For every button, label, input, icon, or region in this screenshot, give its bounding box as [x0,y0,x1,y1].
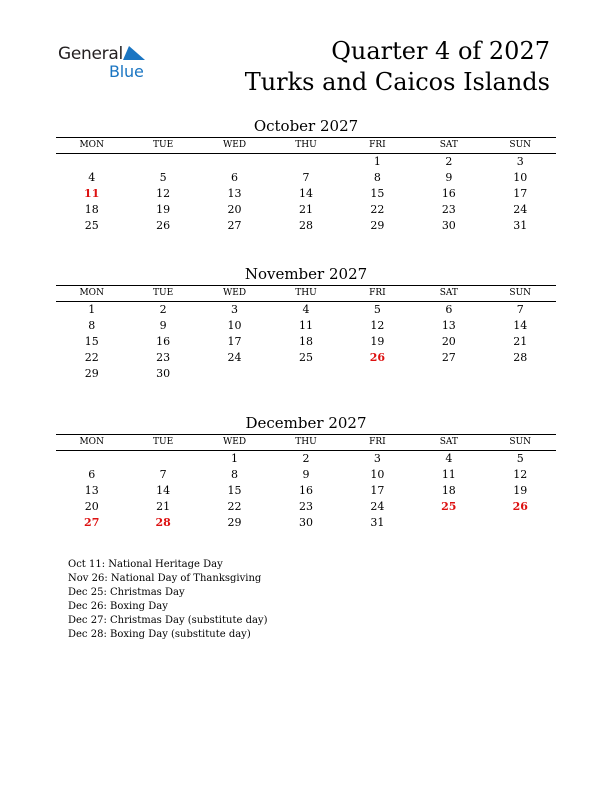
empty-day-cell [127,154,198,170]
day-cell: 23 [441,203,456,216]
day-cell: 22 [370,203,385,216]
holiday-day-cell: 25 [441,500,457,513]
day-cell: 2 [445,155,453,168]
weekday-label: FRI [369,288,386,298]
day-cell: 7 [516,303,524,316]
week-row [56,218,556,234]
day-cell: 29 [370,219,385,232]
logo-triangle-icon [123,46,145,60]
day-cell: 17 [370,484,385,497]
logo-text-blue: Blue [109,62,144,81]
day-cell: 20 [227,203,242,216]
holiday-day-cell: 11 [84,187,100,200]
week-row [56,186,556,202]
month-november [56,264,556,382]
weekday-label: WED [223,437,247,447]
day-cell: 5 [516,452,524,465]
holiday-day-cell: 26 [512,500,528,513]
day-cell: 22 [84,351,99,364]
day-cell: 9 [159,319,167,332]
holiday-note: Nov 26: National Day of Thanksgiving [68,573,262,584]
weekday-label: SUN [509,140,532,150]
day-cell: 22 [227,500,242,513]
day-cell: 11 [441,468,456,481]
day-cell: 1 [231,452,239,465]
day-cell: 13 [227,187,242,200]
empty-day-cell [199,154,270,170]
day-cell: 15 [227,484,242,497]
weekday-header [56,285,556,302]
weekday-header [56,137,556,154]
day-cell: 5 [373,303,381,316]
day-cell: 23 [298,500,313,513]
generalblue-logo [58,44,158,84]
day-cell: 18 [84,203,99,216]
day-cell: 15 [84,335,99,348]
day-cell: 28 [513,351,528,364]
weekday-label: TUE [153,140,174,150]
weekday-label: SUN [509,437,532,447]
day-cell: 15 [370,187,385,200]
day-cell: 10 [227,319,242,332]
day-cell: 9 [445,171,453,184]
day-cell: 7 [302,171,310,184]
empty-day-cell [56,451,127,467]
holiday-note: Dec 28: Boxing Day (substitute day) [68,629,251,640]
holiday-note: Oct 11: National Heritage Day [68,559,223,570]
day-cell: 6 [445,303,453,316]
day-cell: 24 [370,500,385,513]
month-title: November 2027 [244,265,368,283]
empty-day-cell [485,366,556,382]
holiday-day-cell: 28 [155,516,171,529]
day-cell: 21 [156,500,171,513]
week-row [56,451,556,467]
day-cell: 13 [441,319,456,332]
day-cell: 4 [302,303,310,316]
empty-day-cell [485,515,556,531]
month-december [56,413,556,531]
empty-day-cell [270,366,341,382]
day-cell: 14 [513,319,528,332]
week-row [56,350,556,366]
day-cell: 16 [441,187,456,200]
day-cell: 13 [84,484,99,497]
day-cell: 19 [156,203,171,216]
title-country: Turks and Caicos Islands [244,68,550,96]
week-row [56,318,556,334]
day-cell: 7 [159,468,167,481]
page-title [245,36,550,98]
empty-day-cell [413,366,484,382]
day-cell: 19 [370,335,385,348]
day-cell: 17 [513,187,528,200]
day-cell: 28 [298,219,313,232]
day-cell: 4 [88,171,96,184]
day-cell: 1 [88,303,96,316]
week-row [56,334,556,350]
day-cell: 2 [302,452,310,465]
day-cell: 16 [156,335,171,348]
day-cell: 31 [370,516,385,529]
holiday-note: Dec 25: Christmas Day [68,587,185,598]
holiday-day-cell: 27 [84,516,100,529]
weekday-label: WED [223,288,247,298]
day-cell: 17 [227,335,242,348]
day-cell: 26 [156,219,171,232]
empty-day-cell [127,451,198,467]
day-cell: 6 [231,171,239,184]
day-cell: 2 [159,303,167,316]
day-cell: 24 [227,351,242,364]
day-cell: 30 [156,367,171,380]
day-cell: 10 [370,468,385,481]
day-cell: 16 [298,484,313,497]
empty-day-cell [342,366,413,382]
weekday-label: SAT [439,288,458,298]
day-cell: 27 [227,219,242,232]
weekday-label: THU [295,140,317,150]
day-cell: 25 [84,219,99,232]
day-cell: 10 [513,171,528,184]
empty-day-cell [56,154,127,170]
weekday-label: THU [295,437,317,447]
month-title: December 2027 [245,414,367,432]
day-cell: 5 [159,171,167,184]
day-cell: 23 [156,351,171,364]
weekday-label: TUE [153,288,174,298]
day-cell: 27 [441,351,456,364]
logo-text-general: General [58,44,123,64]
day-cell: 11 [298,319,313,332]
empty-day-cell [199,366,270,382]
day-cell: 20 [84,500,99,513]
title-quarter: Quarter 4 of 2027 [331,37,550,65]
holiday-note: Dec 27: Christmas Day (substitute day) [68,615,268,626]
week-row [56,483,556,499]
day-cell: 21 [513,335,528,348]
holiday-note: Dec 26: Boxing Day [68,601,168,612]
day-cell: 8 [231,468,239,481]
day-cell: 4 [445,452,453,465]
day-cell: 3 [373,452,381,465]
day-cell: 21 [298,203,313,216]
day-cell: 14 [156,484,171,497]
holiday-notes [68,558,267,642]
weekday-header [56,434,556,451]
day-cell: 19 [513,484,528,497]
weekday-label: SUN [509,288,532,298]
empty-day-cell [270,154,341,170]
day-cell: 29 [84,367,99,380]
day-cell: 18 [298,335,313,348]
day-cell: 8 [373,171,381,184]
weekday-label: MON [79,288,104,298]
day-cell: 3 [231,303,239,316]
month-october [56,116,556,234]
weekday-label: FRI [369,140,386,150]
weekday-label: SAT [439,140,458,150]
week-row [56,499,556,515]
day-cell: 31 [513,219,528,232]
week-row [56,366,556,382]
day-cell: 25 [298,351,313,364]
week-row [56,302,556,318]
day-cell: 30 [441,219,456,232]
day-cell: 8 [88,319,96,332]
weekday-label: THU [295,288,317,298]
week-row [56,467,556,483]
day-cell: 29 [227,516,242,529]
week-row [56,202,556,218]
day-cell: 14 [298,187,313,200]
day-cell: 1 [373,155,381,168]
day-cell: 30 [298,516,313,529]
weekday-label: MON [79,437,104,447]
month-title: October 2027 [253,117,359,135]
day-cell: 18 [441,484,456,497]
day-cell: 6 [88,468,96,481]
holiday-day-cell: 26 [369,351,386,364]
weekday-label: WED [223,140,247,150]
day-cell: 12 [513,468,528,481]
empty-day-cell [413,515,484,531]
day-cell: 9 [302,468,310,481]
week-row [56,154,556,170]
day-cell: 24 [513,203,528,216]
day-cell: 12 [156,187,171,200]
week-row [56,170,556,186]
weekday-label: TUE [153,437,174,447]
weekday-label: MON [79,140,104,150]
weekday-label: SAT [439,437,458,447]
week-row [56,515,556,531]
day-cell: 20 [441,335,456,348]
weekday-label: FRI [369,437,386,447]
day-cell: 3 [516,155,524,168]
day-cell: 12 [370,319,385,332]
